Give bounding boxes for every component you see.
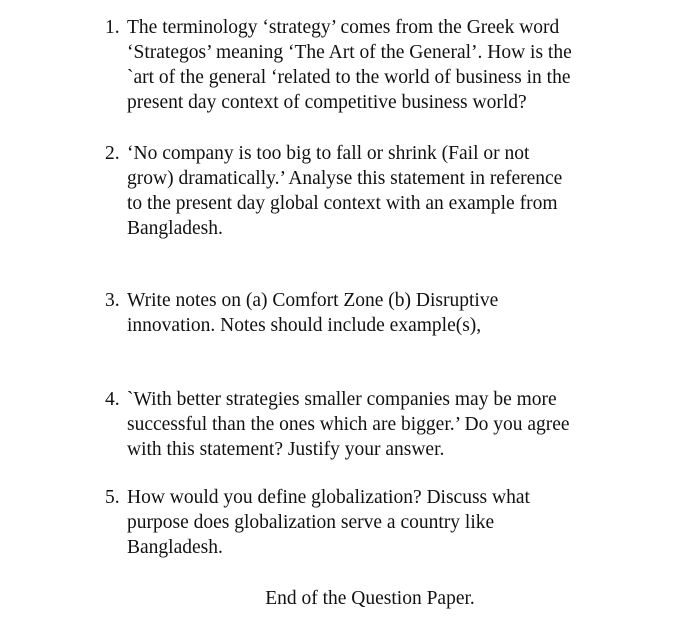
question-line: present day context of competitive business world? <box>127 92 527 113</box>
question-text <box>127 288 625 338</box>
question-1 <box>105 15 625 115</box>
question-line: with this statement? Justify your answer. <box>127 439 445 460</box>
question-text <box>127 15 625 115</box>
question-line: ‘Strategos’ meaning ‘The Art of the General’. How is the <box>127 42 572 63</box>
footer-text: End of the Question Paper. <box>265 588 475 609</box>
question-line: purpose does globalization serve a country like <box>127 512 495 533</box>
question-line: Bangladesh. <box>127 537 223 558</box>
question-number: 1. <box>105 17 120 38</box>
question-line: Write notes on (a) Comfort Zone (b) Disruptive <box>127 290 499 311</box>
question-5 <box>105 485 625 560</box>
question-line: `art of the general ‘related to the world of business in the <box>127 67 571 88</box>
question-line: successful than the ones which are bigger.’ Do you agree <box>127 414 570 435</box>
question-line: Bangladesh. <box>127 218 223 239</box>
question-line: `With better strategies smaller companies may be more <box>127 389 557 410</box>
question-line: to the present day global context with an example from <box>127 193 558 214</box>
question-number: 5. <box>105 487 120 508</box>
question-text <box>127 485 625 560</box>
end-of-paper-footer <box>0 586 700 611</box>
question-text <box>127 387 625 462</box>
question-3 <box>105 288 625 338</box>
question-line: The terminology ‘strategy’ comes from the Greek word <box>127 17 560 38</box>
question-line: How would you define globalization? Discuss what <box>127 487 530 508</box>
question-line: innovation. Notes should include example(s), <box>127 315 482 336</box>
question-number: 3. <box>105 290 120 311</box>
question-line: grow) dramatically.’ Analyse this statement in reference <box>127 168 563 189</box>
question-text <box>127 141 625 241</box>
question-line: ‘No company is too big to fall or shrink (Fail or not <box>127 143 530 164</box>
question-4 <box>105 387 625 462</box>
question-2 <box>105 141 625 241</box>
question-number: 4. <box>105 389 120 410</box>
question-number: 2. <box>105 143 120 164</box>
